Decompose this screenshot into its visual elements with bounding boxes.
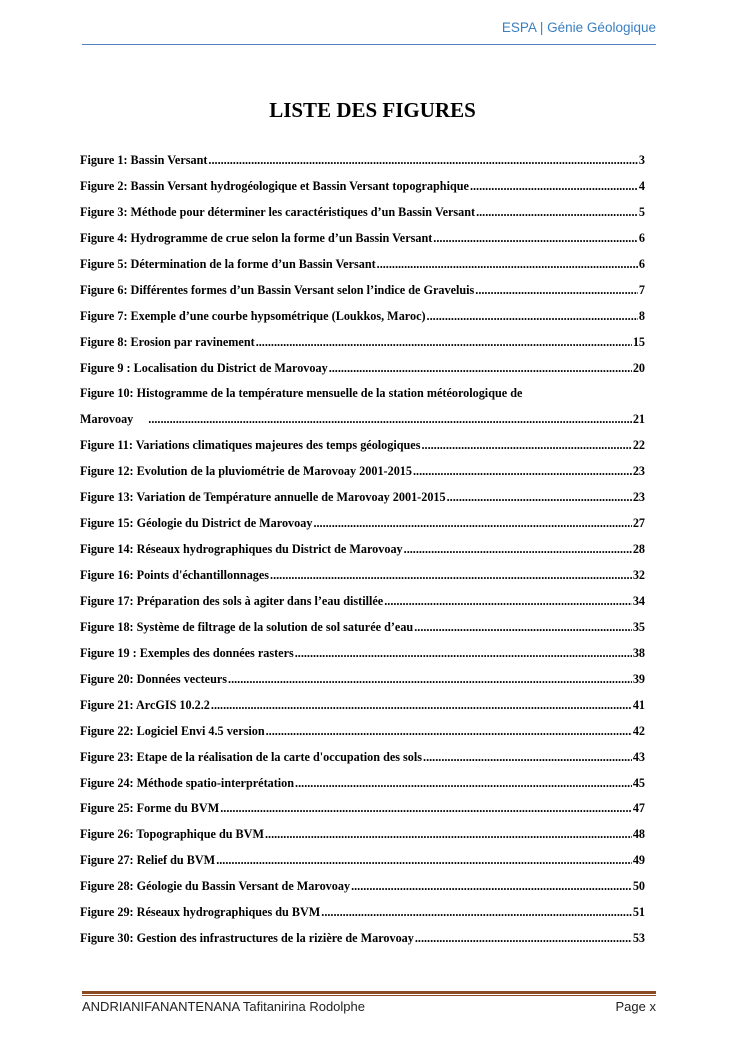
- figure-entry-label: Figure 11: Variations climatiques majeures des temps géologiques: [80, 438, 421, 453]
- figure-entry-label: Figure 28: Géologie du Bassin Versant de Marovoay: [80, 879, 351, 894]
- dot-leader: [351, 876, 632, 896]
- figure-entry-page: 51: [632, 905, 645, 920]
- figure-entry[interactable]: [80, 798, 645, 824]
- figure-entry-label: Figure 29: Réseaux hydrographiques du BVM: [80, 905, 321, 920]
- figure-entry-page: 39: [632, 671, 645, 686]
- figure-entry-label: Figure 8: Erosion par ravinement: [80, 334, 255, 349]
- dot-leader: [220, 798, 632, 818]
- figure-entry-page: 28: [632, 542, 645, 557]
- figure-entry[interactable]: [80, 539, 645, 565]
- dot-leader: [476, 202, 638, 222]
- figure-entry[interactable]: [80, 513, 645, 539]
- figure-entry-label: Figure 20: Données vecteurs: [80, 671, 228, 686]
- figure-entry-page: 23: [632, 464, 645, 479]
- figure-entry-label: Figure 13: Variation de Température annuelle de Marovoay 2001-2015: [80, 490, 446, 505]
- figure-entry-page: 41: [632, 697, 645, 712]
- dot-leader: [321, 902, 632, 922]
- figure-entry-label: Figure 2: Bassin Versant hydrogéologique et Bassin Versant topographique: [80, 178, 469, 193]
- dot-leader: [329, 358, 632, 378]
- figure-entry[interactable]: [80, 332, 645, 358]
- figure-entry-page: 6: [638, 230, 645, 245]
- dot-leader: [413, 461, 632, 481]
- figure-entry-label: Figure 21: ArcGIS 10.2.2: [80, 697, 210, 712]
- figure-entry[interactable]: [80, 928, 645, 954]
- dot-leader: [216, 850, 632, 870]
- figure-entry-page: 6: [638, 256, 645, 271]
- figure-entry-page: 42: [632, 723, 645, 738]
- figure-entry[interactable]: [80, 435, 645, 461]
- dot-leader: [423, 747, 632, 767]
- figure-entry-page: 53: [632, 931, 645, 946]
- figure-entry[interactable]: [80, 254, 645, 280]
- figure-entry-label: Figure 16: Points d'échantillonnages: [80, 568, 270, 582]
- figure-entry-page: 21: [632, 412, 645, 427]
- figure-entry-label: Marovoay: [80, 412, 134, 427]
- figure-entry-label: Figure 7: Exemple d’une courbe hypsométrique (Loukkos, Maroc): [80, 308, 426, 323]
- figure-entry-page: 5: [638, 204, 645, 219]
- figure-entry-page: 48: [632, 827, 645, 842]
- figure-entry-label: Figure 4: Hydrogramme de crue selon la forme d’un Bassin Versant: [80, 230, 433, 245]
- footer-rule: [82, 991, 656, 996]
- dot-leader: [433, 228, 638, 248]
- dot-leader: [447, 487, 632, 507]
- figure-entry-page: 22: [632, 438, 645, 453]
- dot-leader: [313, 513, 631, 533]
- figure-entry-page: 8: [638, 308, 645, 323]
- figure-entry[interactable]: [80, 747, 645, 773]
- figure-entry-label: Figure 24: Méthode spatio-interprétation: [80, 775, 295, 790]
- figure-entry-page: 20: [632, 360, 645, 375]
- figure-entry-page: 7: [638, 282, 645, 297]
- dot-leader: [265, 824, 632, 844]
- figure-entry-label: Figure 10: Histogramme de la température mensuelle de la station météorologique de: [80, 386, 523, 401]
- figure-entry[interactable]: [80, 669, 645, 695]
- figure-entry-label: Figure 14: Réseaux hydrographiques du District de Marovoay: [80, 542, 403, 557]
- figure-entry[interactable]: [80, 150, 645, 176]
- figure-entry[interactable]: [80, 176, 645, 202]
- figure-entry-page: 43: [632, 749, 645, 764]
- dot-leader: [228, 669, 632, 689]
- figure-entry[interactable]: [80, 487, 645, 513]
- figure-entry-label: Figure 26: Topographique du BVM: [80, 827, 264, 842]
- figure-entry[interactable]: [80, 643, 645, 669]
- dot-leader: [475, 280, 638, 300]
- figure-entry[interactable]: [80, 850, 645, 876]
- table-of-figures: [80, 150, 645, 954]
- figure-entry-label: Figure 3: Méthode pour déterminer les caractéristiques d’un Bassin Versant: [80, 204, 476, 219]
- figure-entry-label: Figure 18: Système de filtrage de la solution de sol saturée d’eau: [80, 619, 414, 634]
- figure-entry-label: Figure 30: Gestion des infrastructures de la rizière de Marovoay: [80, 931, 414, 946]
- dot-leader: [470, 176, 638, 196]
- figure-entry[interactable]: [80, 228, 645, 254]
- figure-entry-label: Figure 9 : Localisation du District de Marovoay: [80, 360, 328, 375]
- page-title: LISTE DES FIGURES: [269, 98, 476, 122]
- running-header: ESPA | Génie Géologique: [501, 20, 656, 35]
- figure-entry[interactable]: [80, 824, 645, 850]
- dot-leader: [295, 773, 632, 793]
- figure-entry-label: Figure 1: Bassin Versant: [80, 153, 208, 167]
- dot-leader: [211, 695, 632, 715]
- header-rule: [82, 44, 656, 45]
- figure-entry-label: Figure 27: Relief du BVM: [80, 853, 216, 868]
- dot-leader: [295, 643, 632, 663]
- dot-leader: [270, 565, 632, 585]
- figure-entry[interactable]: [80, 358, 645, 384]
- figure-entry-label: Figure 6: Différentes formes d’un Bassin Versant selon l’indice de Graveluis: [80, 282, 475, 297]
- figure-entry-page: 50: [632, 879, 645, 894]
- figure-entry-page: 32: [632, 568, 645, 582]
- figure-entry-page: 34: [632, 593, 645, 608]
- figure-entry-label: Figure 23: Etape de la réalisation de la carte d'occupation des sols: [80, 749, 423, 764]
- figure-entry-page: 23: [632, 490, 645, 505]
- figure-entry-label: Figure 12: Evolution de la pluviométrie de Marovoay 2001-2015: [80, 464, 412, 479]
- figure-entry-page: 4: [638, 178, 645, 193]
- figure-entry-page: 15: [632, 334, 645, 349]
- dot-leader: [404, 539, 632, 559]
- figure-entry-page: 47: [632, 801, 645, 816]
- footer-page-number: Page x: [615, 999, 656, 1014]
- dot-leader: [266, 721, 632, 741]
- dot-leader: [427, 306, 638, 326]
- figure-entry[interactable]: [80, 461, 645, 487]
- dot-leader: [377, 254, 638, 274]
- figure-entry-page: 45: [632, 775, 645, 790]
- figure-entry[interactable]: [80, 902, 645, 928]
- figure-entry-label: Figure 22: Logiciel Envi 4.5 version: [80, 723, 265, 738]
- footer-author: ANDRIANIFANANTENANA Tafitanirina Rodolphe: [82, 999, 365, 1014]
- figure-entry[interactable]: [80, 306, 645, 332]
- figure-entry-page: 3: [638, 153, 645, 167]
- figure-entry-continuation[interactable]: [80, 409, 645, 435]
- figure-entry[interactable]: [80, 202, 645, 228]
- dot-leader: [421, 435, 631, 455]
- dot-leader: [384, 591, 632, 611]
- figure-entry-label: Figure 15: Géologie du District de Marovoay: [80, 516, 313, 531]
- figure-entry[interactable]: [80, 280, 645, 306]
- dot-leader: [415, 928, 632, 948]
- figure-entry[interactable]: [80, 773, 645, 799]
- figure-entry-page: 38: [632, 645, 645, 660]
- figure-entry-page: 49: [632, 853, 645, 868]
- dot-leader: [148, 409, 632, 429]
- figure-entry-page: 35: [632, 619, 645, 634]
- figure-entry[interactable]: [80, 695, 645, 721]
- dot-leader: [414, 617, 632, 637]
- figure-entry-label: Figure 19 : Exemples des données rasters: [80, 645, 294, 660]
- figure-entry[interactable]: [80, 383, 645, 409]
- figure-entry[interactable]: [80, 591, 645, 617]
- figure-entry[interactable]: [80, 617, 645, 643]
- figure-entry-label: Figure 5: Détermination de la forme d’un Bassin Versant: [80, 256, 376, 271]
- dot-leader: [208, 150, 637, 170]
- dot-leader: [256, 332, 632, 352]
- figure-entry[interactable]: [80, 876, 645, 902]
- figure-entry-label: Figure 17: Préparation des sols à agiter dans l’eau distillée: [80, 593, 384, 608]
- figure-entry-label: Figure 25: Forme du BVM: [80, 801, 220, 816]
- figure-entry[interactable]: [80, 721, 645, 747]
- figure-entry-page: 27: [632, 516, 645, 531]
- figure-entry[interactable]: [80, 565, 645, 591]
